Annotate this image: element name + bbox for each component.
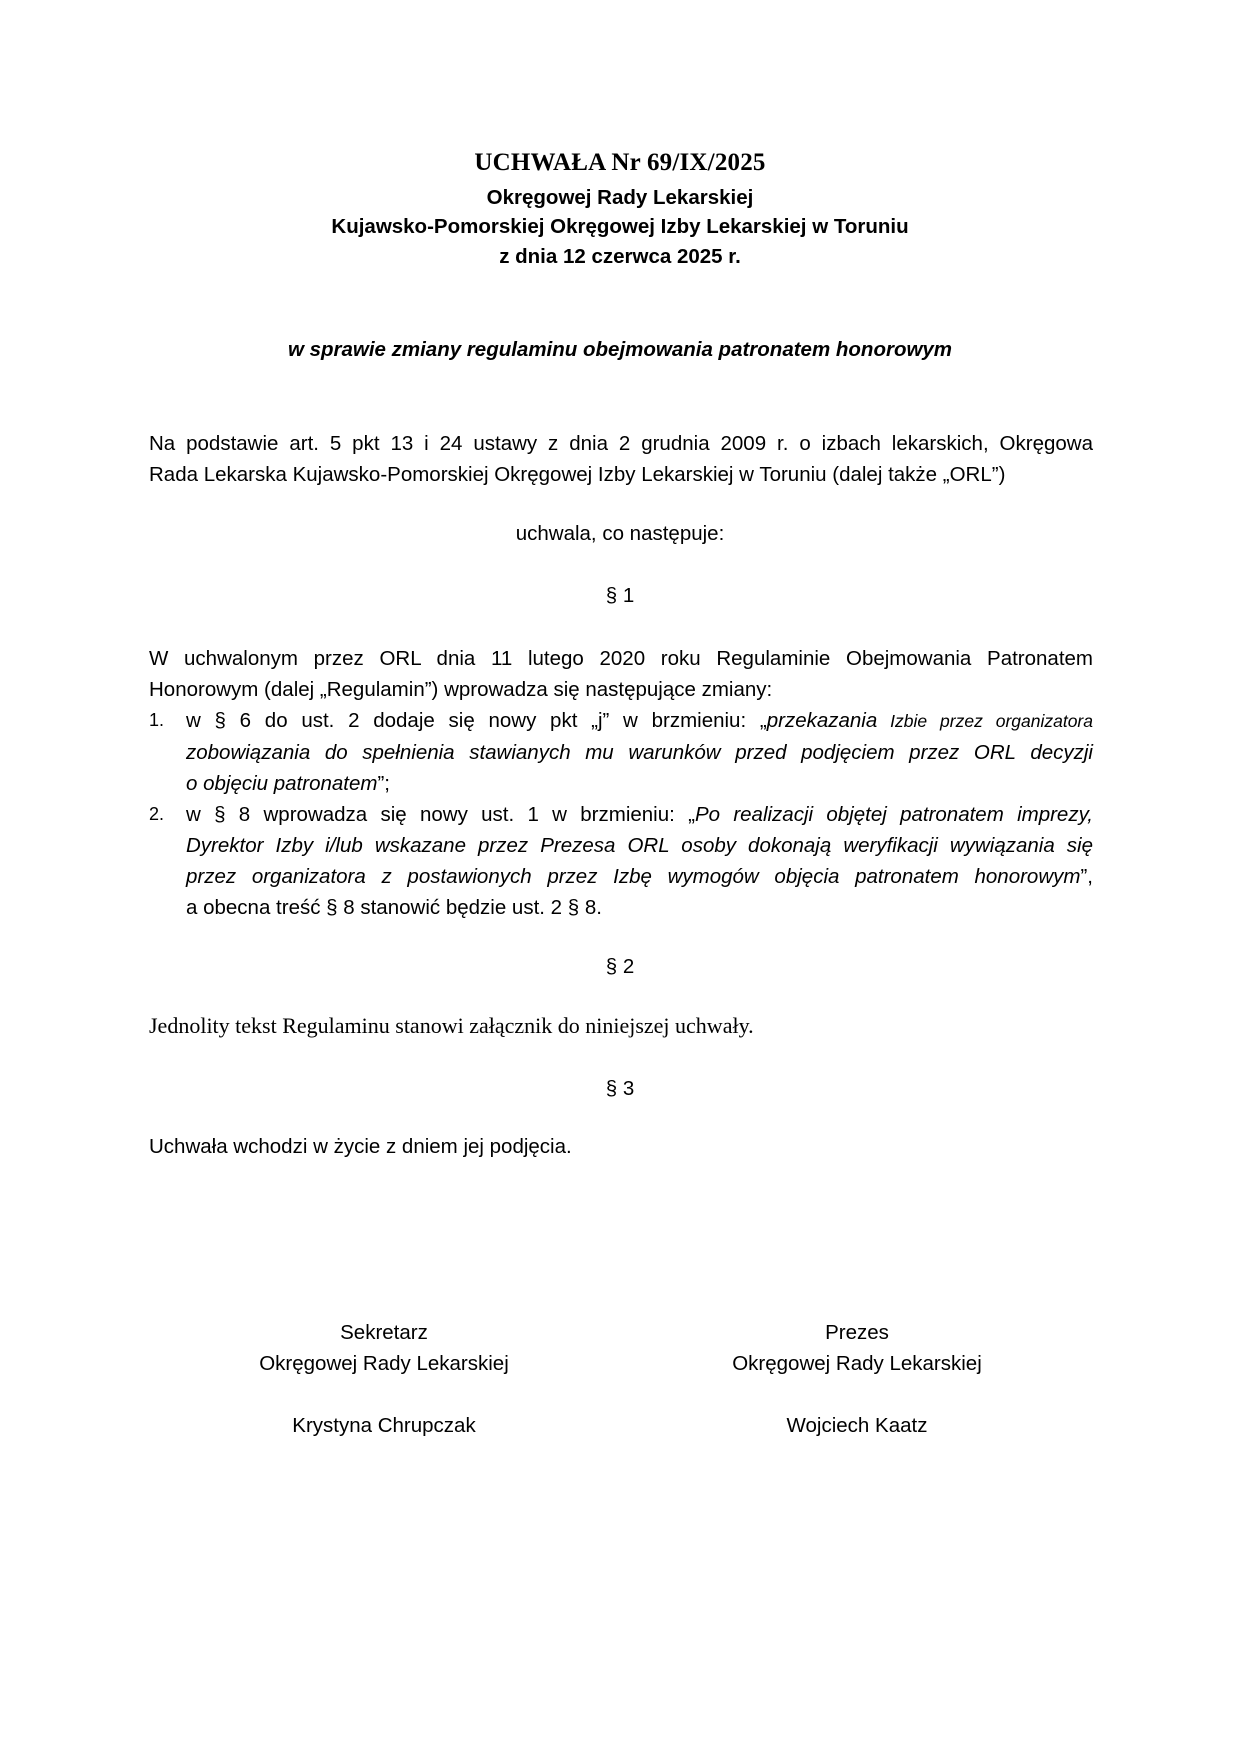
item-2-quote-end: przez organizatora z postawionych przez Izbę wymogów objęcia patronatem honorowym	[186, 865, 1081, 888]
signature-name: Krystyna Chrupczak	[292, 1414, 476, 1437]
signature-president	[677, 1317, 1037, 1441]
item-1-lead: w § 6 do ust. 2 dodaje się nowy pkt „j” w brzmieniu: „	[186, 709, 767, 732]
section-3-text: Uchwała wchodzi w życie z dniem jej podjęcia.	[149, 1135, 572, 1158]
item-2-lead: w § 8 wprowadza się nowy ust. 1 w brzmieniu: „	[186, 803, 695, 826]
item-2-line-2: Dyrektor Izby i/lub wskazane przez Prezesa ORL osoby dokonają weryfikacji wywiązania się	[186, 834, 1093, 857]
item-1-quote-end: o objęciu patronatem	[186, 772, 378, 795]
amendment-item-1	[149, 705, 1093, 799]
header-line-chamber: Kujawsko-Pomorskiej Okręgowej Izby Lekarskiej w Toruniu	[331, 215, 909, 238]
section-3-heading: § 3	[605, 1077, 635, 1100]
item-1-quote-small: Izbie przez organizatora	[877, 711, 1093, 731]
amendment-item-2	[149, 799, 1093, 923]
signature-secretary	[204, 1317, 564, 1441]
item-number: 1.	[149, 710, 165, 730]
resolution-title: UCHWAŁA Nr 69/IX/2025	[474, 149, 766, 176]
resolution-subject: w sprawie zmiany regulaminu obejmowania patronatem honorowym	[287, 338, 953, 361]
section-1-intro	[149, 643, 1093, 705]
item-2-quote-start: Po realizacji objętej patronatem imprezy,	[694, 803, 1093, 826]
item-number: 2.	[149, 804, 165, 824]
item-2-line-1	[186, 799, 1093, 830]
item-1-line-2: zobowiązania do spełnienia stawianych mu warunków przed podjęciem przez ORL decyzji	[186, 741, 1093, 764]
header-line-council: Okręgowej Rady Lekarskiej	[486, 186, 754, 209]
signature-name: Wojciech Kaatz	[786, 1414, 928, 1437]
item-1-tail: ”;	[377, 772, 390, 795]
preamble	[149, 428, 1093, 490]
item-2-tail: ”,	[1080, 865, 1093, 888]
signature-role: Prezes	[825, 1321, 889, 1344]
signature-body: Okręgowej Rady Lekarskiej	[259, 1352, 509, 1375]
header-line-date: z dnia 12 czerwca 2025 r.	[499, 245, 741, 268]
amendments-list	[149, 705, 1093, 923]
section-1-heading: § 1	[605, 584, 635, 607]
section-2-text: Jednolity tekst Regulaminu stanowi załącznik do niniejszej uchwały.	[149, 1013, 754, 1038]
preamble-line-2: Rada Lekarska Kujawsko-Pomorskiej Okręgowej Izby Lekarskiej w Toruniu (dalej także „ORL”)	[149, 463, 1006, 486]
section-1-intro-line-1: W uchwalonym przez ORL dnia 11 lutego 2020 roku Regulaminie Obejmowania Patronatem	[149, 647, 1093, 670]
item-1-line-1	[186, 705, 1093, 737]
item-1-quote-start: przekazania	[766, 709, 878, 732]
resolves-line: uchwala, co następuje:	[515, 522, 725, 545]
item-2-line-4: a obecna treść § 8 stanowić będzie ust. 2 § 8.	[186, 896, 602, 919]
item-2-line-3	[186, 861, 1093, 892]
section-1-intro-line-2: Honorowym (dalej „Regulamin”) wprowadza się następujące zmiany:	[149, 678, 773, 701]
preamble-line-1: Na podstawie art. 5 pkt 13 i 24 ustawy z dnia 2 grudnia 2009 r. o izbach lekarskich, Okręgowa	[149, 432, 1093, 455]
section-2-heading: § 2	[605, 955, 635, 978]
item-1-line-3	[186, 772, 390, 795]
signature-body: Okręgowej Rady Lekarskiej	[732, 1352, 982, 1375]
signature-role: Sekretarz	[340, 1321, 428, 1344]
